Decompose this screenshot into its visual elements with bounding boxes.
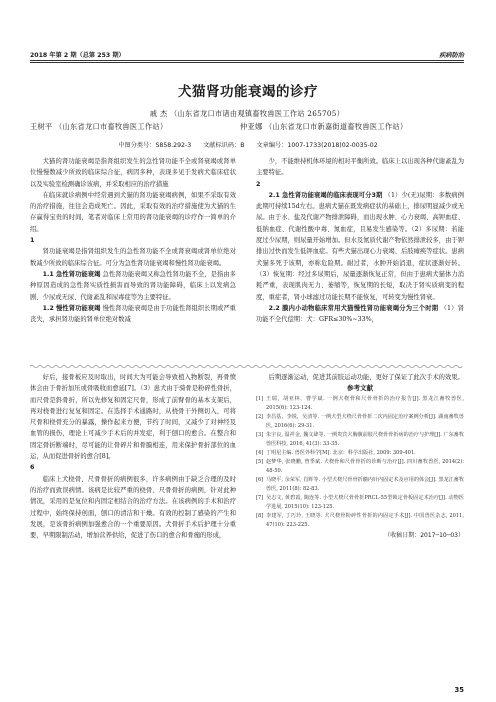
reference-item: [256, 512, 464, 530]
paragraph-text: 慢性肾功能衰竭是由于功能性肾组织长期或严重丧失，承担肾功能的肾单位绝对数减: [30, 304, 236, 324]
reference-text: 朱宇良, 温祥金, 魏文肆等. 一例贵宾犬胸腹前肢尺桡骨骨折病的治疗与护理[J]. 广东畜牧兽医科技, 2016, 41(3): 33-35.: [266, 431, 464, 447]
references-heading: 参考文献: [347, 384, 373, 393]
reference-text: 赵梦华, 张晓鹏, 曾季斌. 犬桡骨和尺骨骨折的诊断与治疗[J]. 四川畜牧兽医, 2014(2): 48-50.: [266, 458, 464, 474]
reference-number: [1]: [256, 395, 264, 402]
reference-item: [256, 395, 464, 413]
document-code: 文献标识码：B: [203, 142, 245, 149]
running-header: [30, 48, 464, 60]
article-separator: [30, 364, 464, 369]
paragraph: 少，不能维持机体环境的相对平衡所致。临床上以出现各种代谢紊乱为主要特征。: [256, 158, 464, 177]
paragraph: 在临床就诊病例中经常遇到犬猫的肾功能衰竭病例，如果不采取有效的治疗措施，往往会造成死亡。因此，采取有效的治疗措施使为犬猫的生存赢得宝贵的时间，笔者对临床上常用的肾功能衰竭的诊疗作一简单的介绍。: [30, 191, 236, 233]
received-date: （收稿日期：2017─10─03）: [384, 531, 464, 539]
reference-number: [6]: [256, 476, 264, 483]
reference-number: [8]: [256, 512, 264, 519]
author-line-2: [30, 122, 464, 132]
section-heading: 1: [30, 237, 35, 245]
reference-text: 吴志文, 黄碧霞, 陶连等. 小型犬桡尺骨骨折PRCL-55型锁定骨板固定术治疗[J]. 动物医学进展, 2015(10): 123-125.: [266, 494, 464, 510]
lower-left-column: [30, 372, 236, 640]
header-rule: [30, 60, 464, 63]
upper-right-column: [256, 156, 464, 360]
author-line-1: 戚 杰 （山东省龙口市诸由观镇畜牧兽医工作站 265705）: [149, 109, 345, 118]
reference-text: 李昌基，李锐，吴清等. 一例犬型犬桡尺骨骨折二次内固定治疗案例分析[J]. 湖南畜牧兽医, 2016(6): 29-31.: [266, 413, 464, 429]
paragraph: 肾功能衰竭是指肾组织发生的急性肾功能不全或肾衰竭或肾单位绝对数减少所致的临床综合征。可分为急性肾功能衰竭和慢性肾功能衰竭。: [30, 248, 236, 267]
article-meta: [0, 140, 496, 149]
paragraph: 犬猫的肾功能衰竭是指肾组织发生的急性肾功能不全或肾衰竭或肾单位慢慢数减少所致的临床综合征，病因多种，表现多见于发病犬临床症状以及实验室检测确诊该病，并采取相应的治疗措施: [30, 158, 236, 188]
references-list: [256, 395, 464, 530]
article-title: 犬猫肾功能衰竭的诊疗: [178, 84, 318, 100]
reference-item: [256, 449, 464, 458]
page-number: 35: [454, 686, 464, 694]
reference-item: [256, 494, 464, 512]
paragraph-text: （1）肾功能不全代偿期：犬：GFR≤30%~33%，: [256, 304, 464, 324]
reference-item: [256, 431, 464, 449]
issue-label: 2018 年第 2 期（总第 253 期）: [30, 52, 125, 59]
author-2: 王树平 （山东省龙口市畜牧兽医工作站）: [30, 122, 168, 131]
reference-number: [3]: [256, 431, 264, 438]
reference-number: [4]: [256, 449, 264, 456]
reference-text: 王瑞，胡亚林，曹学斌. 一例犬桡骨和尺骨骨折的治疗报告[J]. 黑龙江畜牧兽医, 2015(6): 123-124.: [266, 395, 464, 411]
reference-item: [256, 458, 464, 476]
subsection-heading: 1.2 慢性肾功能衰竭: [42, 304, 101, 312]
reference-item: [256, 476, 464, 494]
section-heading: 2: [256, 180, 261, 188]
paragraph: 后期逐渐运动，促进其前肢运动功能，更好了保证了此次手术的效果。: [268, 374, 464, 381]
paragraph: 临床上犬桡骨、尺骨骨折的病例很多，许多病例由于缺乏合理的及时的治疗而致误病情。该病是比较严重的桡骨、尺骨骨折的病例，针对此种情况，采用的是复位和内固定相结合的治疗方法。在该病例的手术和治疗过程中，始终保持创面，刨口的清洁和干燥。有效的控制了感染的产生和发展，是该骨折病例加强愈合的一个重要原因。犬骨折手术后护理十分重要，早期限制活动，增加营养供给，促进了伤口的愈合和骨痂的形成，: [30, 475, 236, 540]
subsection-heading: 2.2 膜内小动物临床常用犬猫慢性肾功能衰竭分为三个时期: [268, 304, 439, 312]
reference-text: 李建军, 丁巧玲, 王晓等. 犬尺桡骨粉碎性骨折的内固定手术[J]. 中国兽医杂志, 2011, 47(10): 223-225.: [266, 512, 464, 528]
column-label: 疾病防治: [439, 52, 464, 59]
author-3: 仲亚娜 （山东省龙口市新嘉街道畜牧兽医工作站）: [240, 122, 408, 131]
reference-text: 马晓平, 余荣军, 肖辉等. 小型犬桡尺骨骨折髓内针内固定术及应用的体会[J]. 黑龙江畜牧兽医, 2011(8): 82-83.: [266, 476, 464, 492]
subsection-heading: 1.1 急性肾功能衰竭: [42, 270, 101, 278]
article-number: 文章编号：1007-1733(2018)02-0035-02: [256, 142, 378, 149]
upper-left-column: [30, 156, 236, 360]
reference-item: [256, 413, 464, 431]
lower-right-column: [256, 372, 464, 640]
clc-number: 中图分类号：S858.292-3: [118, 142, 192, 149]
paragraph: 好后，接骨板应及时取出，时间大为可能会导致植入物断裂，再骨愤体会由于骨折加压或骨吸收而愈延[7]。（3）患犬由于骑骨是粉碎性骨折，而尺骨是斜骨折，所以先修复和固定尺骨，形成了前臂骨的基本支架后，再对桡骨进行复复和固定。在选择手术通路时，从桡骨干外侧切入，可将尺骨和桡骨充分的暴露，操作起来方便，节约了时间，又减少了对神经及血管的损伤，理论上可减少手术后的并发症，利于刨口的愈合。在整合和固定骨折断端时，尽可能的让骨碎片和骨膜相连，用来保护骨折部位的血运，从而促进骨折的愈合[8]。: [30, 374, 236, 461]
section-heading: 6: [30, 464, 35, 472]
paragraph-text: 急性肾功能衰竭又称急性肾功能不全，是指由多种原因造成的急性肾实质性损害而导致的肾功能障碍，临床上以发病急剧、少尿或无尿、代谢紊乱和尿毒症等为主要特征。: [30, 270, 236, 301]
reference-number: [5]: [256, 458, 264, 465]
reference-text: 丁明星主编. 兽医外科学[M]. 北京：科学出版社, 2009: 309-401.: [266, 449, 416, 456]
paragraph-text: （1）少(无)尿期：多数病例此期可持续15d左右。患病犬猫在既发病症状的基础上，排尿明显减少或无尿。由于水、盐及代谢产物排泄障碍，而出现水肿、心力衰竭、高钾血症、低钠血症、代谢性酸中毒、氮血症，且易发生感染等。（2）多尿期：若能度过少尿期，则尿量开始增加。但水及氮质代谢产物依然排泄较多，由于钾排出过快而发生低钾血症。有些犬猫出现心力衰竭、后肢瘫痪等症状。患病犬猫多死于该期，亦称危险期。耐过者，水肿开始消退，症状逐渐好转。（3）恢复期：经过多尿期后，尿量逐渐恢复正常，但由于患病犬猫体力消耗严重，表现肌肉无力、萎缩等，恢复期的长短，取决于肾实质病变的程度，重症者，肾小球滤过功能长期不能恢复，可转变为慢性肾衰。: [256, 191, 464, 301]
reference-number: [7]: [256, 494, 264, 501]
reference-number: [2]: [256, 413, 264, 420]
subsection-heading: 2.1 急性肾功能衰竭的临床表现可分3期: [268, 191, 383, 199]
